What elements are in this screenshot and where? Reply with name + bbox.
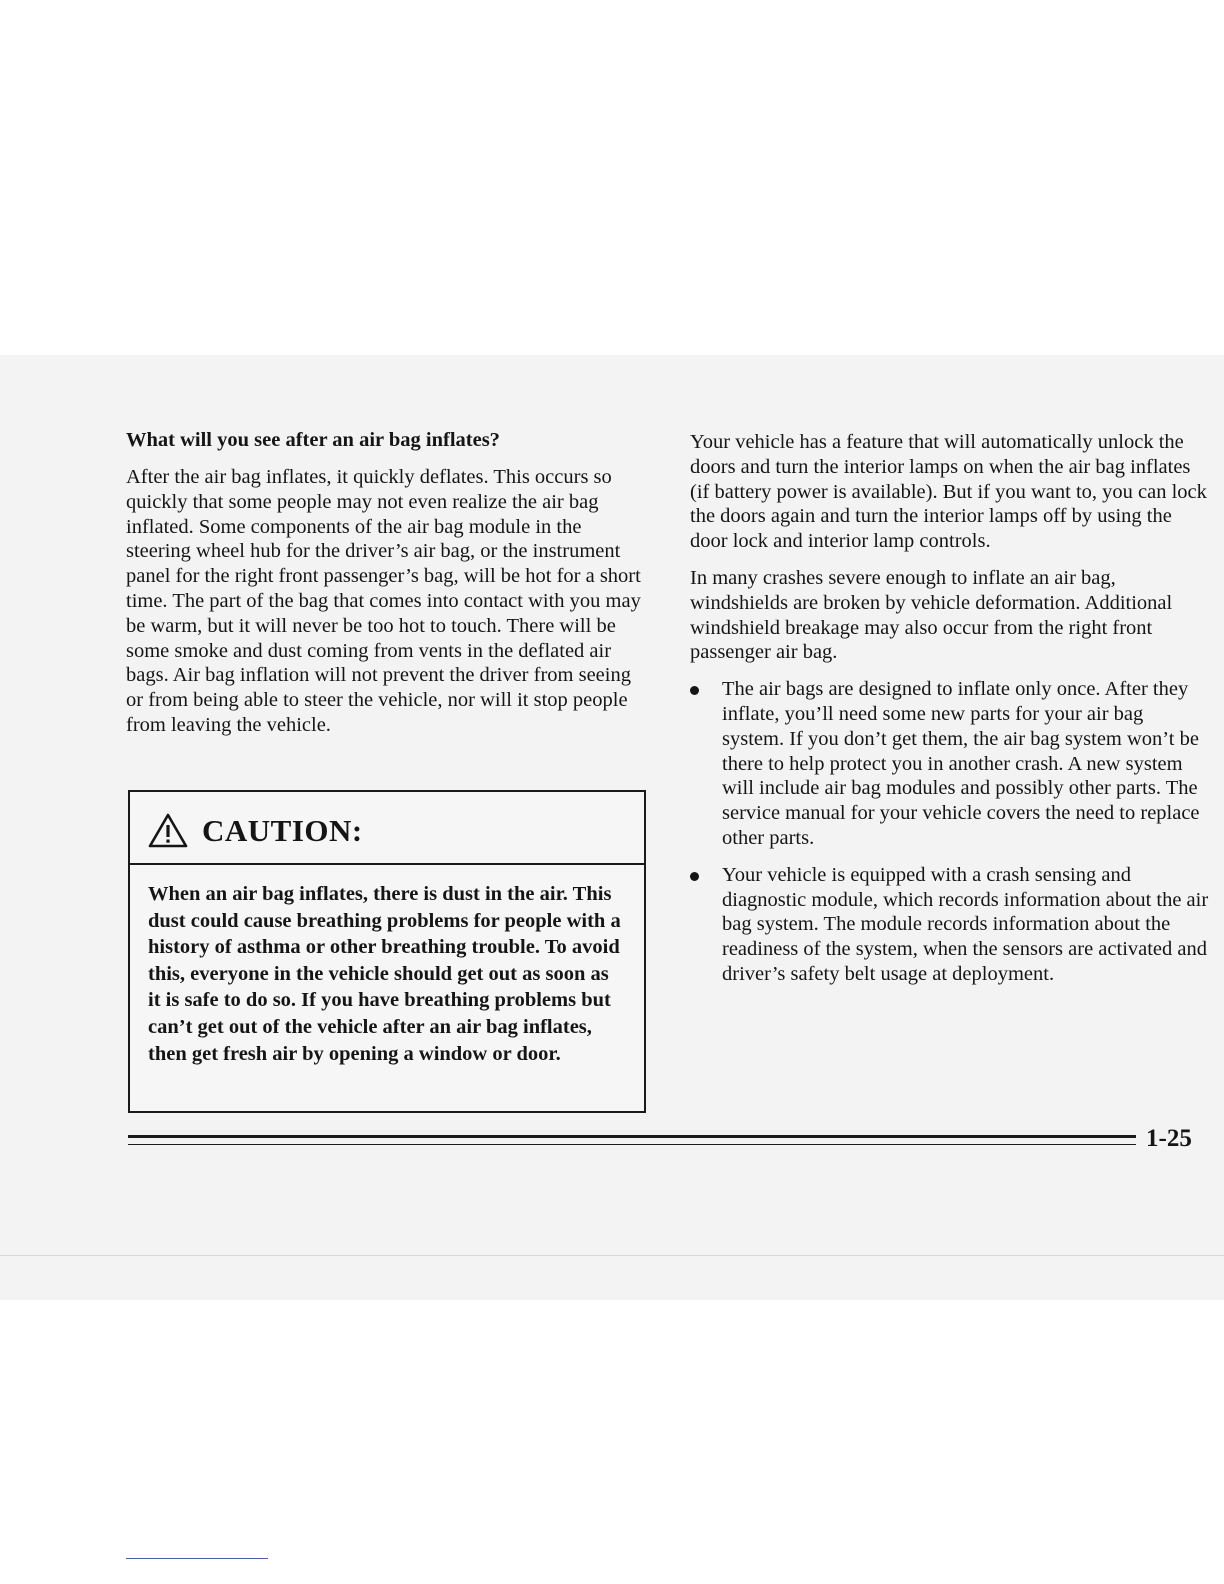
caution-text: When an air bag inflates, there is dust in the air. This dust could cause breathing problems for people with a history of asthma or other breathing trouble. To avoid this, everyone in the vehicle should get out as soon as it is safe to do so. If you have breathing problems but can’t get out of the vehicle after an air bag inflates, then get fresh air by opening a window or door. — [148, 883, 621, 1065]
bullet-text: Your vehicle is equipped with a crash sensing and diagnostic module, which records information about the air bag system. The module records information about the readiness of the system, when the sensors are activated and driver’s safety belt usage at deployment. — [722, 863, 1209, 985]
right-column — [690, 430, 1210, 999]
warning-triangle-icon — [148, 812, 188, 848]
footer-rule — [128, 1135, 1136, 1138]
list-item — [690, 677, 1210, 851]
caution-header — [130, 792, 644, 865]
left-paragraph: After the air bag inflates, it quickly deflates. This occurs so quickly that some people may not even realize the air bag inflated. Some components of the air bag module in the steering wheel hub for the driver’s air bag, or the instrument panel for the right front passenger’s bag, will be hot for a short time. The part of the bag that comes into contact with you may be warm, but it will never be too hot to touch. There will be some smoke and dust coming from vents in the deflated air bags. Air bag inflation will not prevent the driver from seeing or from being able to steer the vehicle, nor will it stop people from leaving the vehicle. — [126, 466, 641, 736]
left-column — [126, 428, 650, 750]
caution-title: CAUTION: — [202, 812, 363, 848]
footer-rule-thin — [128, 1144, 1136, 1145]
section-heading: What will you see after an air bag inflates? — [126, 429, 500, 451]
bullet-icon — [690, 686, 699, 695]
right-paragraph-2: In many crashes severe enough to inflate an air bag, windshields are broken by vehicle deformation. Additional windshield breakage may also occur from the right front passenger air bag. — [690, 566, 1173, 664]
page-edge-line — [0, 1255, 1224, 1256]
right-paragraph-1: Your vehicle has a feature that will automatically unlock the doors and turn the interior lamps on when the air bag inflates (if battery power is available). But if you want to, you can lock the doors again and turn the interior lamps off by using the door lock and interior lamp controls. — [690, 431, 1207, 553]
caution-box — [128, 790, 646, 1113]
bullet-list — [690, 677, 1210, 987]
page-number: 1-25 — [1146, 1125, 1192, 1152]
bottom-underline — [126, 1558, 268, 1559]
bullet-text: The air bags are designed to inflate only once. After they inflate, you’ll need some new parts for your air bag system. If you don’t get them, the air bag system won’t be there to help protect you in another crash. A new system will include air bag modules and possibly other parts. The service manual for your vehicle covers the need to replace other parts. — [722, 678, 1200, 849]
bullet-icon — [690, 872, 699, 881]
list-item — [690, 863, 1210, 987]
